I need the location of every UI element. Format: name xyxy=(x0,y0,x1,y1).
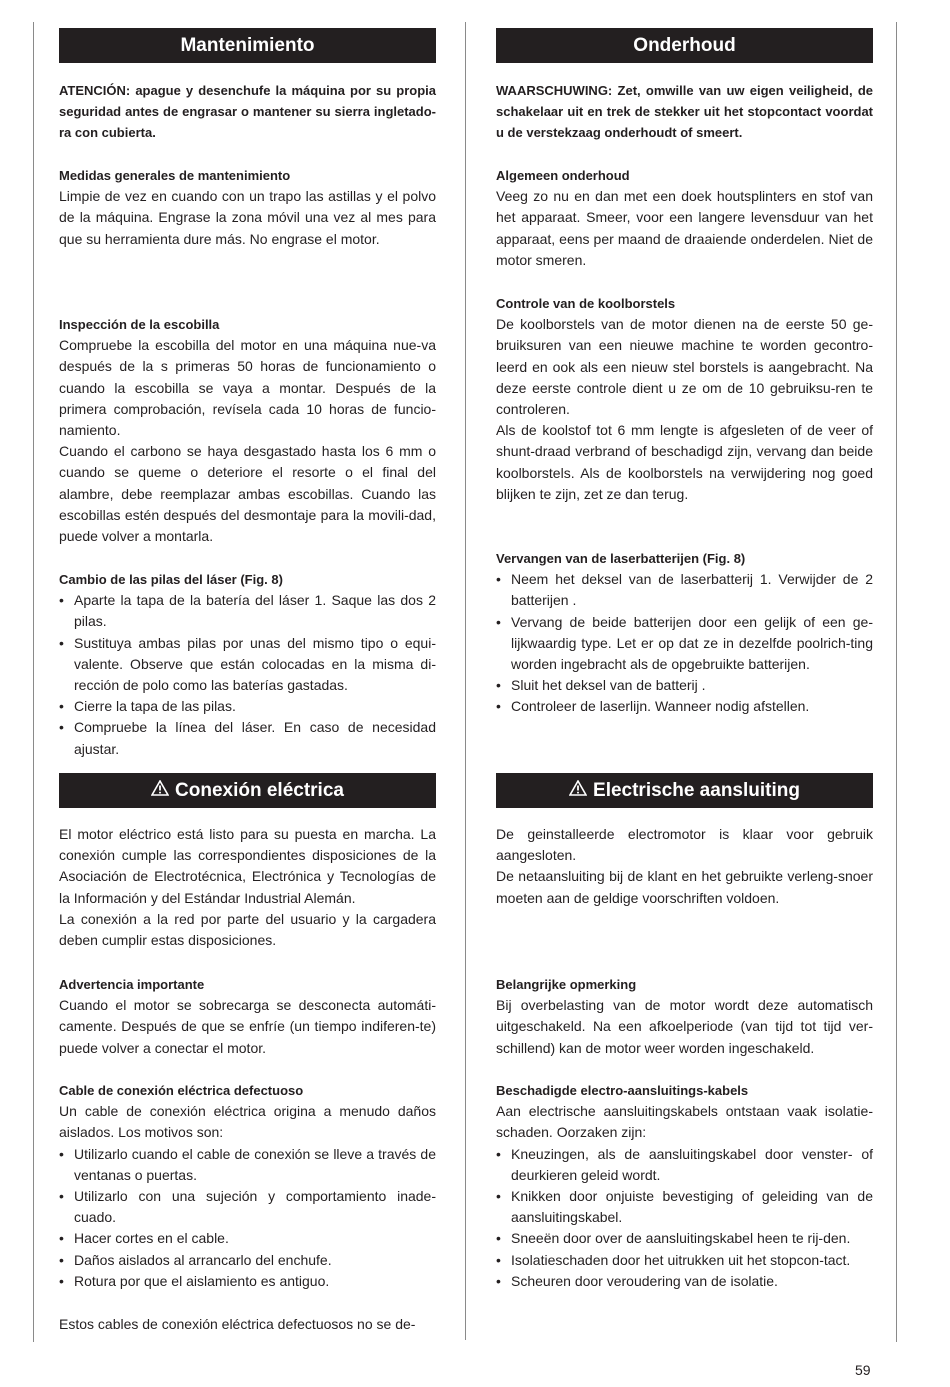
paragraph: Cuando el motor se sobrecarga se desconecta automáti-camente. Después de que se enfríe (un tiempo indiferen-te) puede volver a conectar el motor. xyxy=(59,997,436,1056)
paragraph: De koolborstels van de motor dienen na de eerste 50 ge-bruiksuren van een nieuwe machine te worden gecontro-leerd en ook als een nieuw stel borstels is aangebracht. Na deze eerste controle dient u ze om de 10 gebruiksu-ren te controleren. xyxy=(496,316,873,418)
paragraph: El motor eléctrico está listo para su puesta en marcha. La conexión cumple las correspondientes disposiciones de la Asociación de Electrotécnica, Electrónica y Tecnologías de la Información y del Estándar Industrial Alemán. xyxy=(59,826,436,906)
bullet-list xyxy=(59,1144,436,1292)
warning-text xyxy=(59,80,436,144)
list-item: • Kneuzingen, als de aansluitingskabel door venster- of deurkieren geleid wordt. xyxy=(496,1144,873,1186)
section-header-aansluiting xyxy=(496,773,873,808)
list-item: • Aparte la tapa de la batería del láser 1. Saque las dos 2 pilas. xyxy=(59,590,436,632)
subheading: Cable de conexión eléctrica defectuoso xyxy=(59,1083,304,1098)
list-item: • Sustituya ambas pilas por unas del mismo tipo o equi-valente. Observe que están colocadas en la misma di-rección de polo como las baterías gastadas. xyxy=(59,633,436,697)
paragraph: Bij overbelasting van de motor wordt deze automatisch uitgeschakeld. Na een afkoelperiode (van tijd tot tijd ver-schillend) kan de motor weer worden ingeschakeld. xyxy=(496,997,873,1056)
warning-triangle-icon xyxy=(569,773,587,808)
list-item: • Utilizarlo cuando el cable de conexión se lleve a través de ventanas o puertas. xyxy=(59,1144,436,1186)
left-column-rule xyxy=(33,22,34,1342)
general-maintenance xyxy=(59,165,436,250)
bullet-list xyxy=(59,590,436,760)
list-item: • Utilizarlo con una sujeción y comportamiento inade-cuado. xyxy=(59,1186,436,1228)
brush-inspection xyxy=(496,293,873,505)
important-note xyxy=(59,974,436,1059)
list-item: • Controleer de laserlijn. Wanneer nodig afstellen. xyxy=(496,696,873,717)
list-item: • Knikken door onjuiste bevestiging of geleiding van de aansluitingskabel. xyxy=(496,1186,873,1228)
bullet-list xyxy=(496,1144,873,1292)
paragraph: De netaansluiting bij de klant en het gebruikte verleng-snoer moeten aan de geldige voorschriften voldoen. xyxy=(496,868,873,906)
paragraph: Limpie de vez en cuando con un trapo las astillas y el polvo de la máquina. Engrase la zona móvil una vez al mes para que su herramienta dure más. No engrase el motor. xyxy=(59,188,436,247)
subheading: Belangrijke opmerking xyxy=(496,977,637,992)
brush-inspection xyxy=(59,314,436,547)
section-header-onderhoud xyxy=(496,28,873,63)
list-item: • Hacer cortes en el cable. xyxy=(59,1228,436,1249)
bullet-list xyxy=(496,569,873,717)
warning-text xyxy=(496,80,873,144)
center-column-rule xyxy=(465,22,466,1340)
list-item: • Rotura por que el aislamiento es antiguo. xyxy=(59,1271,436,1292)
warning-paragraph: ATENCIÓN: apague y desenchufe la máquina por su propia seguridad antes de engrasar o mantener su sierra ingletado-ra con cubierta. xyxy=(59,83,436,141)
paragraph: Un cable de conexión eléctrica origina a menudo daños aislados. Los motivos son: xyxy=(59,1103,436,1141)
list-item: • Compruebe la línea del láser. En caso de necesidad ajustar. xyxy=(59,717,436,759)
section-title: Onderhoud xyxy=(633,35,736,56)
closing-text xyxy=(59,1314,436,1335)
laser-battery-change xyxy=(496,548,873,718)
important-note xyxy=(496,974,873,1059)
page-number: 59 xyxy=(855,1362,871,1378)
defective-cable xyxy=(59,1080,436,1292)
electrical-intro xyxy=(496,824,873,909)
defective-cable xyxy=(496,1080,873,1292)
subheading: Cambio de las pilas del láser (Fig. 8) xyxy=(59,572,283,587)
list-item: • Daños aislados al arrancarlo del enchufe. xyxy=(59,1250,436,1271)
paragraph: Cuando el carbono se haya desgastado hasta los 6 mm o cuando se queme o deteriore el resorte o el final del alambre, debe reemplazar ambas escobillas. Cuando las escobillas estén después del desmontaje para la movili-dad, puede volver a montarla. xyxy=(59,443,436,545)
warning-triangle-icon xyxy=(151,773,169,808)
list-item: • Vervang de beide batterijen door een gelijk of een ge-lijkwaardig type. Let er op dat ze in dezelfde poolrich-ting worden ingebracht als de opgebruikte batterijen. xyxy=(496,612,873,676)
paragraph: La conexión a la red por parte del usuario y la cargadera deben cumplir estas disposiciones. xyxy=(59,910,436,949)
paragraph: De geinstalleerde electromotor is klaar voor gebruik aangesloten. xyxy=(496,826,873,864)
section-header-mantenimiento xyxy=(59,28,436,63)
subheading: Vervangen van de laserbatterijen (Fig. 8) xyxy=(496,551,746,566)
list-item: • Neem het deksel van de laserbatterij 1. Verwijder de 2 batterijen . xyxy=(496,569,873,611)
paragraph: Compruebe la escobilla del motor en una máquina nue-va después de la s primeras 50 horas de funcionamiento o cuando la escobilla se vaya a montar. Después de la primera comprobación, revísela cada 10 horas de funcio-namiento. xyxy=(59,337,436,439)
subheading: Algemeen onderhoud xyxy=(496,168,630,183)
right-column-rule xyxy=(896,22,897,1342)
general-maintenance xyxy=(496,165,873,271)
subheading: Beschadigde electro-aansluitings-kabels xyxy=(496,1083,749,1098)
paragraph: Estos cables de conexión eléctrica defectuosos no se de- xyxy=(59,1316,416,1332)
list-item: • Isolatieschaden door het uitrukken uit het stopcon-tact. xyxy=(496,1250,873,1271)
subheading: Inspección de la escobilla xyxy=(59,317,220,332)
subheading: Controle van de koolborstels xyxy=(496,296,676,311)
list-item: • Scheuren door veroudering van de isolatie. xyxy=(496,1271,873,1292)
electrical-intro xyxy=(59,824,436,951)
paragraph: Als de koolstof tot 6 mm lengte is afgesleten of de veer of shunt-draad verbrand of beschadigd zijn, vervang dan beide koolborstels. Als de koolborstels na verwijdering nog goed blijken te zijn, zet ze dan terug. xyxy=(496,422,873,502)
subheading: Medidas generales de mantenimiento xyxy=(59,168,291,183)
section-title: Conexión eléctrica xyxy=(175,780,344,801)
laser-battery-change xyxy=(59,569,436,760)
section-title: Electrische aansluiting xyxy=(593,780,800,801)
warning-paragraph: WAARSCHUWING: Zet, omwille van uw eigen veiligheid, de schakelaar uit en trek de stekker uit het stopcontact voordat u de verstekzaag onderhoudt of smeert. xyxy=(496,83,873,141)
paragraph: Veeg zo nu en dan met een doek houtsplinters en stof van het apparaat. Smeer, voor een langere levensduur van het apparaat, eens per maand de draaiende onderdelen. Niet de motor smeren. xyxy=(496,188,873,268)
list-item: • Sneeën door over de aansluitingskabel heen te rij-den. xyxy=(496,1228,873,1249)
list-item: • Sluit het deksel van de batterij . xyxy=(496,675,873,696)
list-item: • Cierre la tapa de las pilas. xyxy=(59,696,436,717)
paragraph: Aan electrische aansluitingskabels ontstaan vaak isolatie-schaden. Oorzaken zijn: xyxy=(496,1103,873,1141)
section-title: Mantenimiento xyxy=(180,35,315,56)
section-header-conexion xyxy=(59,773,436,808)
subheading: Advertencia importante xyxy=(59,977,205,992)
